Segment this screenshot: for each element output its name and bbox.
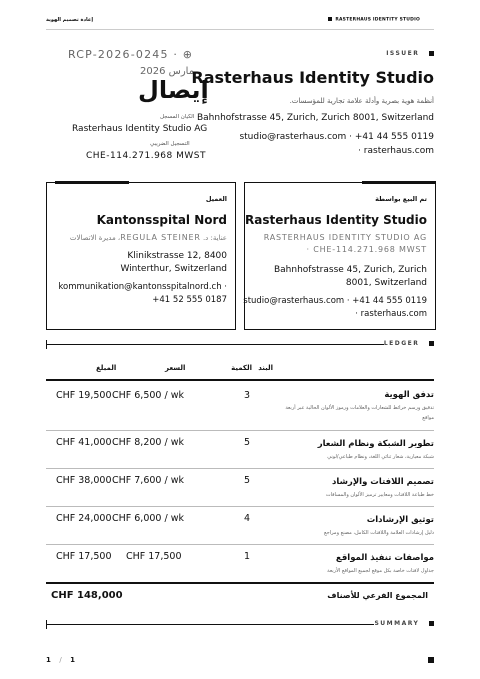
square-bullet-icon — [429, 51, 434, 56]
table-row — [46, 506, 434, 545]
subtotal-label: المجموع الفرعي للأصناف — [327, 591, 428, 600]
entity-value: Rasterhaus Identity Studio AG — [72, 124, 208, 134]
table-row — [46, 430, 434, 469]
row-amount: CHF 41,000 — [56, 437, 112, 448]
row-amount: CHF 19,500 — [56, 390, 112, 401]
row-description: خط طباعة اللافتات ومعايير ترميز الألوان والمسافات — [325, 492, 434, 498]
row-title: تدفق الهوية — [384, 390, 434, 400]
client-card-accent — [55, 181, 129, 184]
client-contact-line2: +41 52 555 0187 — [152, 295, 227, 305]
issuer-contact-line2: · rasterhaus.com — [358, 146, 434, 156]
receipt-title: إيصال — [138, 76, 209, 104]
row-title: توثيق الإرشادات — [366, 515, 434, 525]
ledger-divider — [46, 344, 384, 345]
row-description: شبكة معيارية، شعار ثنائي اللغة، ونظام طباعي/لوني — [327, 454, 434, 460]
ledger-tag-label: LEDGER — [383, 340, 420, 347]
row-qty: 5 — [244, 475, 251, 486]
summary-tag-label: SUMMARY — [374, 620, 420, 627]
issuer-tagline: أنظمة هوية بصرية وأدلة علامة تجارية للمؤسسات. — [289, 97, 434, 105]
ledger-tag — [384, 340, 434, 347]
table-row — [46, 468, 434, 507]
footer-square-icon — [428, 657, 434, 663]
seller-address-line1: Bahnhofstrasse 45, Zurich, Zurich — [273, 265, 427, 275]
client-attn-prefix: عناية: د. — [202, 234, 227, 242]
client-label: العميل — [205, 195, 227, 203]
ledger-divider-tick — [46, 340, 47, 349]
client-attn — [70, 233, 227, 242]
client-card — [46, 182, 236, 330]
col-header-amount: المبلغ — [96, 364, 117, 372]
row-price: CHF 7,600 / wk — [112, 475, 184, 486]
row-title: تطوير الشبكة ونظام الشعار — [317, 439, 434, 449]
issuer-address: Bahnhofstrasse 45, Zurich, Zurich 8001, Switzerland — [196, 113, 434, 123]
square-bullet-icon — [328, 17, 332, 21]
client-name: Kantonsspital Nord — [96, 213, 227, 227]
seller-card — [244, 182, 436, 330]
row-price: CHF 6,500 / wk — [112, 390, 184, 401]
table-row — [46, 544, 434, 582]
row-title: تصميم اللافتات والإرشاد — [332, 477, 434, 487]
receipt-date: مارس 2026 — [140, 66, 195, 77]
row-qty: 3 — [244, 390, 251, 401]
page-total: 1 — [70, 656, 75, 664]
seller-contact-line1: studio@rasterhaus.com · +41 44 555 0119 — [243, 296, 427, 306]
client-attn-role: ، مديرة الاتصالات — [69, 234, 121, 242]
row-description: دليل إرشادات العلامة واللافتات الكامل، مصنع ومراجع — [324, 530, 434, 536]
row-price: CHF 8,200 / wk — [112, 437, 184, 448]
subtotal-value: CHF 148,000 — [51, 590, 123, 601]
issuer-contact-line1: studio@rasterhaus.com · +41 44 555 0119 — [239, 132, 434, 142]
entity-label: الكيان المسجل — [160, 114, 195, 120]
issuer-tag — [386, 50, 434, 57]
seller-contact-line2: · rasterhaus.com — [355, 309, 427, 319]
page-current: 1 — [46, 656, 51, 664]
seller-reg-line1: RASTERHAUS IDENTITY STUDIO AG — [263, 233, 427, 242]
square-bullet-icon — [429, 621, 434, 626]
page-separator: / — [59, 656, 62, 664]
seller-reg-line2: · CHE-114.271.968 MWST — [306, 245, 427, 254]
client-contact-line1: kommunikation@kantonsspitalnord.ch · — [58, 282, 227, 292]
seller-label: تم البيع بواسطة — [375, 195, 427, 203]
seller-card-accent — [362, 181, 436, 184]
summary-divider-tick — [46, 620, 47, 629]
table-row — [46, 381, 434, 431]
client-address-line2: Winterthur, Switzerland — [120, 264, 227, 274]
studio-name: RASTERHAUS IDENTITY STUDIO — [335, 17, 420, 23]
col-header-qty: الكمية — [231, 364, 252, 372]
tax-label: التسجيل الضريبي — [150, 141, 190, 147]
page-indicator — [46, 656, 75, 664]
doc-label: إعادة تصميم الهوية — [46, 17, 94, 23]
col-header-item: البند — [258, 364, 273, 372]
row-description: جداول لافتات خاصة بكل موقع لجميع المواقع الأربعة — [327, 568, 434, 574]
row-price: CHF 6,000 / wk — [112, 513, 184, 524]
col-header-price: السعر — [165, 364, 186, 372]
row-title: مواصفات تنفيذ المواقع — [335, 553, 434, 563]
square-bullet-icon — [429, 341, 434, 346]
row-amount: CHF 17,500 — [56, 551, 112, 562]
summary-tag — [374, 620, 434, 627]
row-qty: 4 — [244, 513, 251, 524]
client-attn-name: REGULA STEINER — [120, 233, 201, 242]
studio-header — [328, 17, 420, 23]
row-price: CHF 17,500 — [126, 551, 182, 562]
issuer-name: Rasterhaus Identity Studio — [191, 68, 434, 87]
row-amount: CHF 38,000 — [56, 475, 112, 486]
seller-address-line2: 8001, Switzerland — [345, 278, 427, 288]
header-rule — [46, 29, 434, 30]
receipt-number: RCP-2026-0245 · ⊕ — [68, 48, 194, 61]
row-description: تدقيق ورسم خرائط للشعارات والعلامات ورموز الألوان الحالية عبر أربعة مواقع — [285, 405, 434, 421]
issuer-tag-label: ISSUER — [386, 50, 420, 57]
tax-value: CHE-114.271.968 MWST — [86, 151, 206, 161]
seller-name: Rasterhaus Identity Studio — [245, 213, 427, 227]
summary-divider — [46, 624, 374, 625]
row-qty: 1 — [244, 551, 251, 562]
subtotal-rule — [46, 582, 434, 584]
client-address-line1: Klinikstrasse 12, 8400 — [127, 251, 227, 261]
row-amount: CHF 24,000 — [56, 513, 112, 524]
row-qty: 5 — [244, 437, 251, 448]
